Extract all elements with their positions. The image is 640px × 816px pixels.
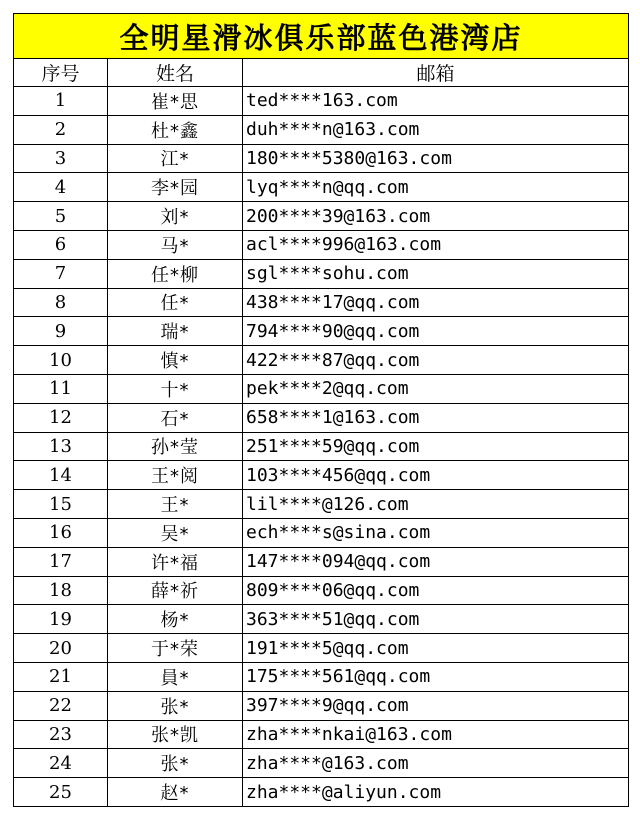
table-row [14, 259, 629, 288]
row-number: 14 [14, 461, 108, 490]
member-email: 363****51@qq.com [243, 605, 629, 634]
header-row [14, 59, 629, 87]
table-row [14, 749, 629, 778]
member-email: ted****163.com [243, 87, 629, 116]
member-name: 刘* [108, 202, 243, 231]
row-number: 25 [14, 778, 108, 807]
member-email: 175****561@qq.com [243, 662, 629, 691]
member-email: 180****5380@163.com [243, 144, 629, 173]
member-name: 慎* [108, 346, 243, 375]
table-row [14, 403, 629, 432]
row-number: 7 [14, 259, 108, 288]
table-row [14, 288, 629, 317]
member-email: 251****59@qq.com [243, 432, 629, 461]
member-email: sgl****sohu.com [243, 259, 629, 288]
member-name: 张* [108, 749, 243, 778]
row-number: 4 [14, 173, 108, 202]
member-email: duh****n@163.com [243, 115, 629, 144]
member-table [13, 13, 629, 807]
table-row [14, 317, 629, 346]
member-name: 十* [108, 374, 243, 403]
row-number: 8 [14, 288, 108, 317]
row-number: 13 [14, 432, 108, 461]
table-row [14, 173, 629, 202]
table-row [14, 87, 629, 116]
member-name: 张* [108, 691, 243, 720]
table-row [14, 202, 629, 231]
member-email: lyq****n@qq.com [243, 173, 629, 202]
member-name: 马* [108, 230, 243, 259]
table-row [14, 634, 629, 663]
member-email: 422****87@qq.com [243, 346, 629, 375]
member-name: 王* [108, 490, 243, 519]
member-name: 任*柳 [108, 259, 243, 288]
member-email: 438****17@qq.com [243, 288, 629, 317]
table-row [14, 691, 629, 720]
member-name: 杜*鑫 [108, 115, 243, 144]
table-row [14, 115, 629, 144]
sheet-title: 全明星滑冰俱乐部蓝色港湾店 [14, 14, 629, 59]
row-number: 19 [14, 605, 108, 634]
row-number: 11 [14, 374, 108, 403]
member-name: 員* [108, 662, 243, 691]
member-email: zha****@163.com [243, 749, 629, 778]
row-number: 10 [14, 346, 108, 375]
table-row [14, 230, 629, 259]
table-row [14, 547, 629, 576]
member-name: 许*福 [108, 547, 243, 576]
row-number: 5 [14, 202, 108, 231]
row-number: 6 [14, 230, 108, 259]
table-row [14, 605, 629, 634]
member-email: pek****2@qq.com [243, 374, 629, 403]
member-email: zha****@aliyun.com [243, 778, 629, 807]
row-number: 21 [14, 662, 108, 691]
row-number: 17 [14, 547, 108, 576]
row-number: 1 [14, 87, 108, 116]
member-name: 张*凯 [108, 720, 243, 749]
table-row [14, 720, 629, 749]
member-email: 658****1@163.com [243, 403, 629, 432]
table-row [14, 518, 629, 547]
table-row [14, 778, 629, 807]
row-number: 2 [14, 115, 108, 144]
member-name: 任* [108, 288, 243, 317]
member-name: 吴* [108, 518, 243, 547]
column-header-name: 姓名 [108, 59, 243, 87]
member-email: acl****996@163.com [243, 230, 629, 259]
member-email: 794****90@qq.com [243, 317, 629, 346]
member-name: 杨* [108, 605, 243, 634]
member-email: ech****s@sina.com [243, 518, 629, 547]
column-header-number: 序号 [14, 59, 108, 87]
member-email: lil****@126.com [243, 490, 629, 519]
member-email: 191****5@qq.com [243, 634, 629, 663]
table-row [14, 432, 629, 461]
row-number: 15 [14, 490, 108, 519]
member-name: 王*阅 [108, 461, 243, 490]
member-email: 200****39@163.com [243, 202, 629, 231]
member-name: 瑞* [108, 317, 243, 346]
member-name: 崔*思 [108, 87, 243, 116]
member-email: 103****456@qq.com [243, 461, 629, 490]
member-email: 147****094@qq.com [243, 547, 629, 576]
member-name: 江* [108, 144, 243, 173]
table-row [14, 576, 629, 605]
row-number: 23 [14, 720, 108, 749]
row-number: 9 [14, 317, 108, 346]
table-row [14, 144, 629, 173]
member-name: 李*园 [108, 173, 243, 202]
row-number: 3 [14, 144, 108, 173]
row-number: 16 [14, 518, 108, 547]
table-row [14, 461, 629, 490]
table-row [14, 490, 629, 519]
row-number: 12 [14, 403, 108, 432]
column-header-email: 邮箱 [243, 59, 629, 87]
row-number: 24 [14, 749, 108, 778]
member-name: 薛*祈 [108, 576, 243, 605]
table-row [14, 346, 629, 375]
member-email: 809****06@qq.com [243, 576, 629, 605]
table-row [14, 662, 629, 691]
member-name: 孙*莹 [108, 432, 243, 461]
member-name: 赵* [108, 778, 243, 807]
row-number: 22 [14, 691, 108, 720]
row-number: 18 [14, 576, 108, 605]
row-number: 20 [14, 634, 108, 663]
member-name: 石* [108, 403, 243, 432]
member-email: 397****9@qq.com [243, 691, 629, 720]
table-row [14, 374, 629, 403]
member-email: zha****nkai@163.com [243, 720, 629, 749]
member-name: 于*荣 [108, 634, 243, 663]
